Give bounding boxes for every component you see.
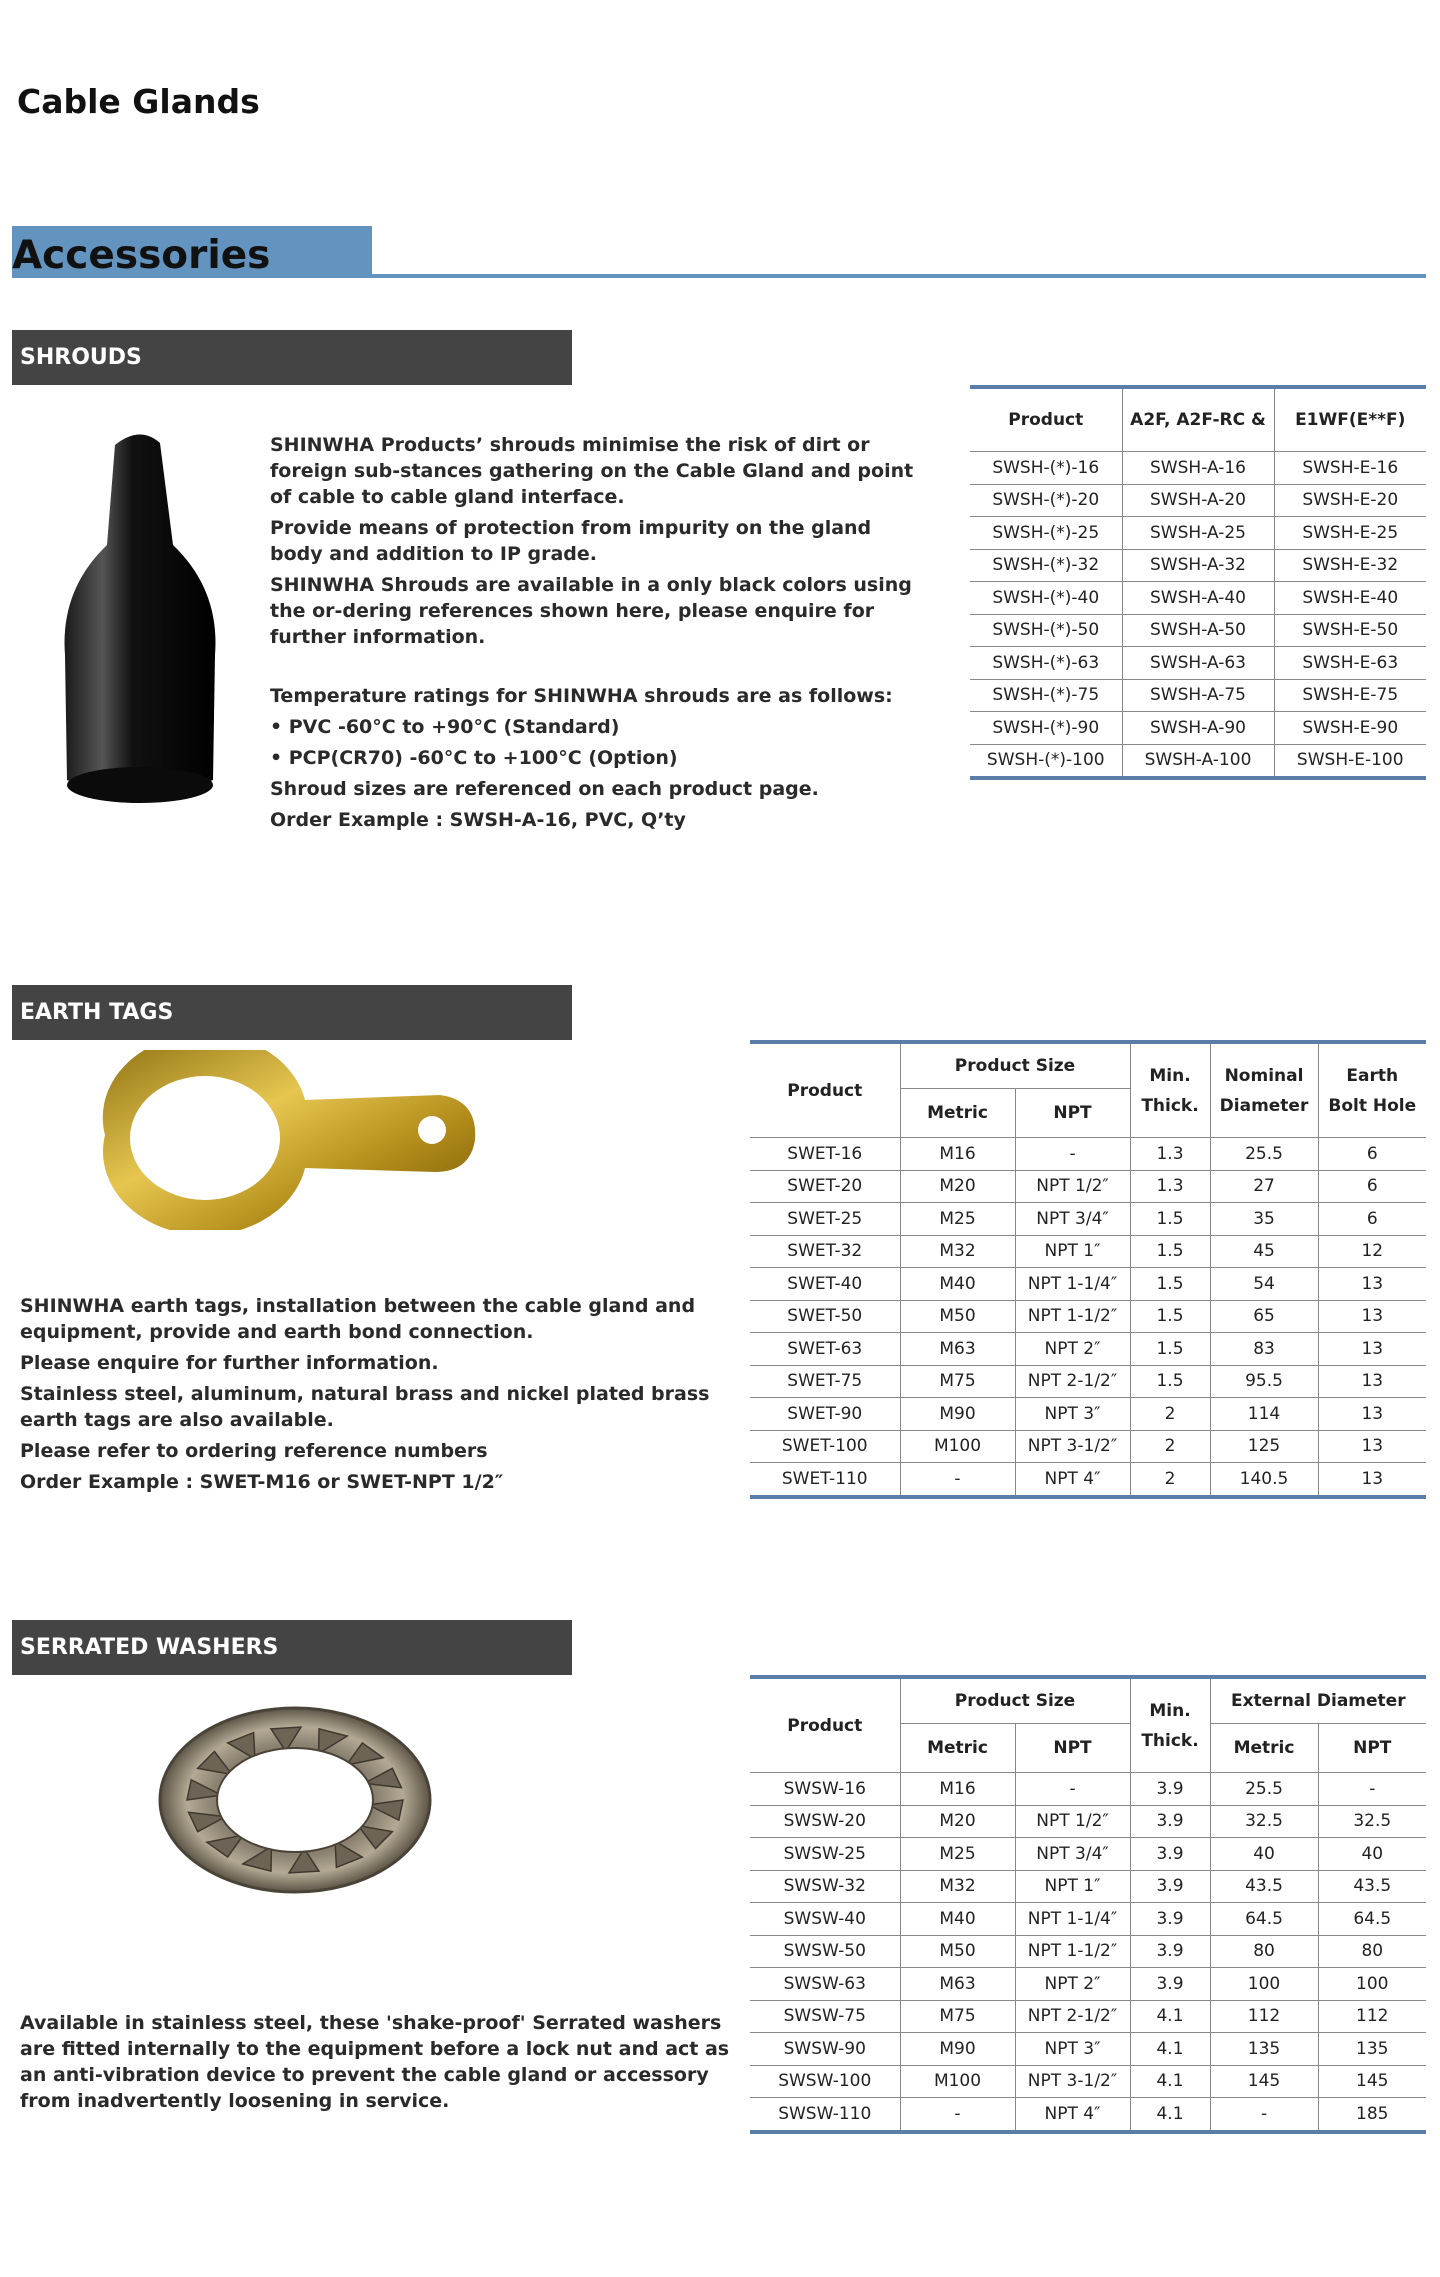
table-cell: SWSH-E-50 [1274, 614, 1426, 647]
table-cell: 6 [1318, 1138, 1426, 1171]
table-cell: NPT 1″ [1015, 1870, 1130, 1903]
table-cell: 45 [1210, 1235, 1318, 1268]
section-title: Accessories [12, 233, 271, 278]
table-cell: 64.5 [1318, 1903, 1426, 1936]
table-cell: M75 [900, 1365, 1015, 1398]
column-header: Product Size [900, 1042, 1130, 1089]
table-row [970, 549, 1426, 582]
table-cell: M90 [900, 1398, 1015, 1431]
table-cell: NPT 2″ [1015, 1968, 1130, 2001]
shrouds-paragraph: SHINWHA Products’ shrouds minimise the risk of dirt or foreign sub-stances gathering on the Cable Gland and point of cable to cable gland interface. [270, 434, 914, 508]
shrouds-heading: SHROUDS [12, 330, 572, 385]
table-cell: 83 [1210, 1333, 1318, 1366]
table-row [970, 647, 1426, 680]
table-cell: SWSW-90 [750, 2033, 900, 2066]
table-row [970, 679, 1426, 712]
table-cell: 35 [1210, 1203, 1318, 1236]
table-cell: SWSW-40 [750, 1903, 900, 1936]
table-row [750, 1398, 1426, 1431]
table-cell: NPT 4″ [1015, 1463, 1130, 1497]
table-cell: M100 [900, 2065, 1015, 2098]
table-cell: 25.5 [1210, 1773, 1318, 1806]
earth-paragraph: Please enquire for further information. [20, 1352, 439, 1374]
table-cell: 4.1 [1130, 2098, 1210, 2132]
table-cell: M90 [900, 2033, 1015, 2066]
table-row [750, 1365, 1426, 1398]
table-cell: SWSH-A-40 [1122, 582, 1274, 615]
table-cell: 1.5 [1130, 1268, 1210, 1301]
table-cell: 3.9 [1130, 1838, 1210, 1871]
table-cell: 112 [1318, 2000, 1426, 2033]
table-cell: M16 [900, 1773, 1015, 1806]
table-cell: M100 [900, 1430, 1015, 1463]
table-cell: 64.5 [1210, 1903, 1318, 1936]
table-cell: - [900, 1463, 1015, 1497]
table-cell: SWSH-(*)-25 [970, 517, 1122, 550]
table-cell: 32.5 [1318, 1805, 1426, 1838]
table-cell: 3.9 [1130, 1968, 1210, 2001]
washers-description [20, 2010, 740, 2119]
table-cell: 1.5 [1130, 1203, 1210, 1236]
column-header: A2F, A2F-RC & [1122, 387, 1274, 452]
table-cell: M25 [900, 1203, 1015, 1236]
table-row [750, 1138, 1426, 1171]
table-cell: SWSH-A-75 [1122, 679, 1274, 712]
table-row [750, 1935, 1426, 1968]
table-cell: SWSH-(*)-90 [970, 712, 1122, 745]
table-cell: NPT 2″ [1015, 1333, 1130, 1366]
column-header: Product [970, 387, 1122, 452]
table-row [970, 484, 1426, 517]
table-cell: NPT 1-1/2″ [1015, 1935, 1130, 1968]
column-header: Min. Thick. [1130, 1677, 1210, 1773]
table-cell: 114 [1210, 1398, 1318, 1431]
table-cell: SWSW-20 [750, 1805, 900, 1838]
shroud-table [970, 385, 1426, 780]
column-header: NPT [1015, 1724, 1130, 1773]
table-cell: 3.9 [1130, 1903, 1210, 1936]
shrouds-temp-line: Temperature ratings for SHINWHA shrouds are as follows: [270, 685, 893, 707]
column-header: NPT [1015, 1089, 1130, 1138]
shrouds-paragraph: Provide means of protection from impurity on the gland body and addition to IP grade. [270, 517, 872, 565]
table-cell: - [1318, 1773, 1426, 1806]
table-row [970, 582, 1426, 615]
table-cell: SWSH-E-90 [1274, 712, 1426, 745]
table-cell: M40 [900, 1268, 1015, 1301]
table-cell: SWET-32 [750, 1235, 900, 1268]
table-cell: 3.9 [1130, 1870, 1210, 1903]
shrouds-temp-line: Order Example : SWSH-A-16, PVC, Q’ty [270, 809, 686, 831]
table-row [970, 517, 1426, 550]
table-cell: 13 [1318, 1365, 1426, 1398]
table-cell: 6 [1318, 1170, 1426, 1203]
table-cell: M50 [900, 1300, 1015, 1333]
earth-paragraph: Stainless steel, aluminum, natural brass and nickel plated brass earth tags are also available. [20, 1383, 710, 1431]
table-cell: 80 [1210, 1935, 1318, 1968]
column-header: External Diameter [1210, 1677, 1426, 1724]
table-cell: NPT 1″ [1015, 1235, 1130, 1268]
table-cell: M63 [900, 1333, 1015, 1366]
table-cell: NPT 2-1/2″ [1015, 1365, 1130, 1398]
table-cell: 54 [1210, 1268, 1318, 1301]
table-row [750, 2000, 1426, 2033]
table-cell: M50 [900, 1935, 1015, 1968]
table-row [750, 1870, 1426, 1903]
table-cell: 4.1 [1130, 2065, 1210, 2098]
table-cell: SWSH-(*)-40 [970, 582, 1122, 615]
table-cell: SWSH-E-25 [1274, 517, 1426, 550]
table-row [970, 744, 1426, 778]
table-cell: SWSH-E-100 [1274, 744, 1426, 778]
column-header: Min. Thick. [1130, 1042, 1210, 1138]
table-cell: 1.5 [1130, 1300, 1210, 1333]
table-cell: 80 [1318, 1935, 1426, 1968]
table-cell: SWSH-E-40 [1274, 582, 1426, 615]
column-header: Metric [900, 1724, 1015, 1773]
table-row [750, 1463, 1426, 1497]
column-header: Product [750, 1677, 900, 1773]
earth-paragraph: SHINWHA earth tags, installation between the cable gland and equipment, provide and earth bond connection. [20, 1295, 696, 1343]
table-cell: 3.9 [1130, 1935, 1210, 1968]
column-header: Product [750, 1042, 900, 1138]
table-cell: SWSH-(*)-16 [970, 452, 1122, 485]
table-cell: NPT 3-1/2″ [1015, 1430, 1130, 1463]
table-cell: 95.5 [1210, 1365, 1318, 1398]
page-title: Cable Glands [17, 82, 260, 121]
table-cell: 2 [1130, 1430, 1210, 1463]
column-header: Metric [1210, 1724, 1318, 1773]
table-row [750, 2098, 1426, 2132]
table-cell: 2 [1130, 1463, 1210, 1497]
table-cell: 145 [1318, 2065, 1426, 2098]
table-cell: 43.5 [1318, 1870, 1426, 1903]
table-cell: SWET-110 [750, 1463, 900, 1497]
table-cell: SWET-63 [750, 1333, 900, 1366]
table-cell: 1.3 [1130, 1170, 1210, 1203]
table-cell: SWSH-A-90 [1122, 712, 1274, 745]
table-cell: SWSH-E-20 [1274, 484, 1426, 517]
table-cell: SWSH-A-20 [1122, 484, 1274, 517]
earth-tags-table [750, 1040, 1426, 1499]
shroud-image [55, 425, 225, 815]
table-cell: 1.3 [1130, 1138, 1210, 1171]
table-cell: 13 [1318, 1300, 1426, 1333]
table-row [750, 1838, 1426, 1871]
table-row [750, 1805, 1426, 1838]
table-cell: 13 [1318, 1430, 1426, 1463]
table-cell: NPT 1/2″ [1015, 1805, 1130, 1838]
table-cell: 27 [1210, 1170, 1318, 1203]
table-cell: SWSH-(*)-75 [970, 679, 1122, 712]
table-cell: 3.9 [1130, 1805, 1210, 1838]
shrouds-temp-line: Shroud sizes are referenced on each product page. [270, 778, 819, 800]
table-cell: 145 [1210, 2065, 1318, 2098]
table-cell: 2 [1130, 1398, 1210, 1431]
table-row [750, 2065, 1426, 2098]
table-cell: 1.5 [1130, 1365, 1210, 1398]
table-cell: NPT 3″ [1015, 2033, 1130, 2066]
table-row [750, 1333, 1426, 1366]
shrouds-description [270, 432, 930, 838]
table-cell: 125 [1210, 1430, 1318, 1463]
table-cell: 13 [1318, 1463, 1426, 1497]
table-cell: 13 [1318, 1333, 1426, 1366]
table-cell: 40 [1210, 1838, 1318, 1871]
table-row [750, 1203, 1426, 1236]
table-cell: SWSH-(*)-20 [970, 484, 1122, 517]
table-cell: SWSH-(*)-50 [970, 614, 1122, 647]
table-cell: 12 [1318, 1235, 1426, 1268]
table-cell: NPT 3-1/2″ [1015, 2065, 1130, 2098]
table-row [970, 614, 1426, 647]
washers-paragraph: Available in stainless steel, these 'shake-proof' Serrated washers are fitted internally to the equipment before a lock nut and act as an anti-vibration device to prevent the cable gland or accessory from inadvertently loosening in service. [20, 2012, 730, 2112]
table-cell: 140.5 [1210, 1463, 1318, 1497]
table-cell: M32 [900, 1235, 1015, 1268]
table-cell: SWET-20 [750, 1170, 900, 1203]
table-cell: SWET-25 [750, 1203, 900, 1236]
column-header: NPT [1318, 1724, 1426, 1773]
table-cell: 40 [1318, 1838, 1426, 1871]
table-row [750, 1170, 1426, 1203]
column-header: Product Size [900, 1677, 1130, 1724]
table-cell: 43.5 [1210, 1870, 1318, 1903]
earth-tags-heading: EARTH TAGS [12, 985, 572, 1040]
table-cell: SWSW-100 [750, 2065, 900, 2098]
table-cell: 13 [1318, 1398, 1426, 1431]
table-row [750, 1268, 1426, 1301]
column-header: Earth Bolt Hole [1318, 1042, 1426, 1138]
table-cell: M20 [900, 1170, 1015, 1203]
table-cell: SWSW-50 [750, 1935, 900, 1968]
table-cell: NPT 1-1/4″ [1015, 1268, 1130, 1301]
serrated-washer-image [155, 1700, 435, 1900]
table-cell: 4.1 [1130, 2000, 1210, 2033]
table-cell: M25 [900, 1838, 1015, 1871]
table-cell: NPT 1-1/4″ [1015, 1903, 1130, 1936]
table-cell: M32 [900, 1870, 1015, 1903]
table-cell: SWSH-E-63 [1274, 647, 1426, 680]
table-cell: 135 [1210, 2033, 1318, 2066]
table-cell: 3.9 [1130, 1773, 1210, 1806]
table-cell: 100 [1318, 1968, 1426, 2001]
table-cell: SWSH-A-100 [1122, 744, 1274, 778]
table-cell: 1.5 [1130, 1333, 1210, 1366]
table-cell: SWET-40 [750, 1268, 900, 1301]
table-cell: NPT 4″ [1015, 2098, 1130, 2132]
table-cell: M20 [900, 1805, 1015, 1838]
table-cell: 65 [1210, 1300, 1318, 1333]
column-header: Metric [900, 1089, 1015, 1138]
table-cell: SWSH-A-50 [1122, 614, 1274, 647]
table-cell: SWSW-32 [750, 1870, 900, 1903]
earth-paragraph: Please refer to ordering reference numbers [20, 1440, 488, 1462]
table-cell: SWSH-(*)-63 [970, 647, 1122, 680]
table-cell: NPT 2-1/2″ [1015, 2000, 1130, 2033]
table-cell: 1.5 [1130, 1235, 1210, 1268]
table-cell: M16 [900, 1138, 1015, 1171]
table-cell: NPT 3/4″ [1015, 1838, 1130, 1871]
table-cell: SWSH-E-16 [1274, 452, 1426, 485]
table-cell: 13 [1318, 1268, 1426, 1301]
table-cell: SWET-100 [750, 1430, 900, 1463]
earth-tags-description [20, 1293, 732, 1500]
table-cell: SWET-50 [750, 1300, 900, 1333]
table-cell: SWSW-16 [750, 1773, 900, 1806]
table-cell: 100 [1210, 1968, 1318, 2001]
table-cell: SWSW-110 [750, 2098, 900, 2132]
table-row [750, 1903, 1426, 1936]
table-cell: SWSH-(*)-32 [970, 549, 1122, 582]
table-row [750, 1235, 1426, 1268]
shrouds-temp-line: • PCP(CR70) -60°C to +100°C (Option) [270, 747, 678, 769]
table-cell: 32.5 [1210, 1805, 1318, 1838]
table-cell: 25.5 [1210, 1138, 1318, 1171]
table-cell: SWSW-63 [750, 1968, 900, 2001]
table-cell: SWSH-A-25 [1122, 517, 1274, 550]
table-cell: - [900, 2098, 1015, 2132]
table-cell: 112 [1210, 2000, 1318, 2033]
table-cell: M63 [900, 1968, 1015, 2001]
shrouds-temp-line: • PVC -60°C to +90°C (Standard) [270, 716, 620, 738]
table-cell: SWET-90 [750, 1398, 900, 1431]
table-cell: SWSH-A-16 [1122, 452, 1274, 485]
table-cell: 185 [1318, 2098, 1426, 2132]
table-cell: 4.1 [1130, 2033, 1210, 2066]
table-cell: SWSW-25 [750, 1838, 900, 1871]
column-header: Nominal Diameter [1210, 1042, 1318, 1138]
table-row [970, 452, 1426, 485]
table-cell: NPT 1/2″ [1015, 1170, 1130, 1203]
table-cell: SWSH-E-75 [1274, 679, 1426, 712]
table-cell: NPT 1-1/2″ [1015, 1300, 1130, 1333]
serrated-washers-heading: SERRATED WASHERS [12, 1620, 572, 1675]
table-cell: M75 [900, 2000, 1015, 2033]
table-cell: SWET-16 [750, 1138, 900, 1171]
table-cell: NPT 3/4″ [1015, 1203, 1130, 1236]
earth-paragraph: Order Example : SWET-M16 or SWET-NPT 1/2″ [20, 1471, 504, 1493]
earth-tag-image [100, 1050, 490, 1230]
table-row [970, 712, 1426, 745]
serrated-washers-table [750, 1675, 1426, 2134]
table-cell: - [1015, 1138, 1130, 1171]
table-cell: M40 [900, 1903, 1015, 1936]
table-cell: 6 [1318, 1203, 1426, 1236]
table-cell: SWSH-E-32 [1274, 549, 1426, 582]
table-row [750, 1430, 1426, 1463]
table-cell: SWET-75 [750, 1365, 900, 1398]
shrouds-paragraph: SHINWHA Shrouds are available in a only black colors using the or-dering references shown here, please enquire for further information. [270, 574, 912, 648]
table-cell: 135 [1318, 2033, 1426, 2066]
column-header: E1WF(E**F) [1274, 387, 1426, 452]
table-cell: SWSH-(*)-100 [970, 744, 1122, 778]
table-cell: SWSH-A-63 [1122, 647, 1274, 680]
table-cell: SWSH-A-32 [1122, 549, 1274, 582]
table-row [750, 1773, 1426, 1806]
table-row [750, 2033, 1426, 2066]
table-row [750, 1968, 1426, 2001]
table-cell: - [1015, 1773, 1130, 1806]
table-cell: - [1210, 2098, 1318, 2132]
table-row [750, 1300, 1426, 1333]
table-cell: NPT 3″ [1015, 1398, 1130, 1431]
table-cell: SWSW-75 [750, 2000, 900, 2033]
